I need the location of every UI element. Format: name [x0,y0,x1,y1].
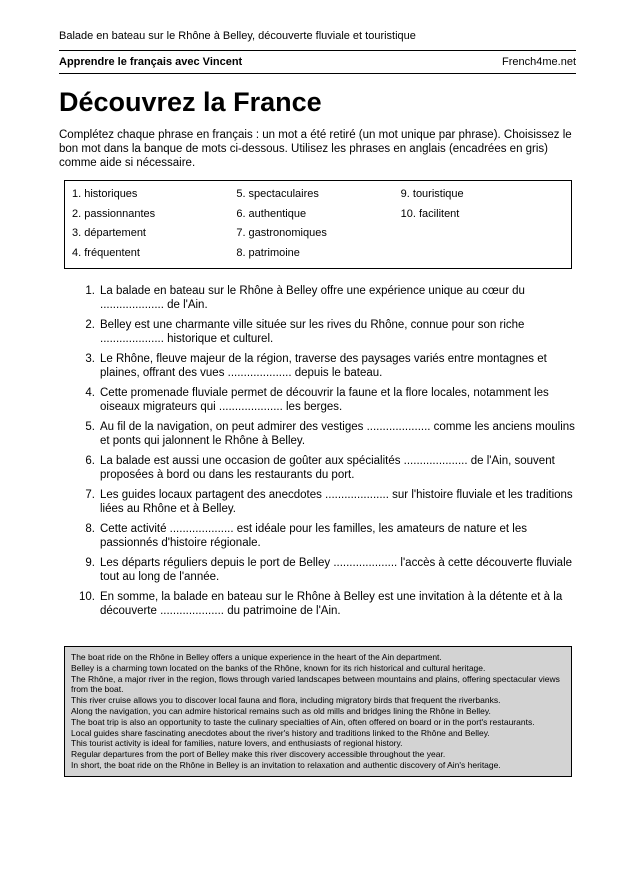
brand-bar [59,51,576,73]
english-help-box [64,646,572,777]
word-bank-column-2 [236,188,400,266]
exercise-item-number: 2. [85,319,95,331]
exercise-item-number: 10. [79,591,95,603]
exercise-item [59,420,576,448]
exercise-item [59,454,576,482]
exercise-item [59,522,576,550]
exercise-item [59,284,576,312]
exercise-item-number: 9. [85,557,95,569]
word-bank-entry: 6. authentique [236,207,307,220]
english-help-line: Belley is a charming town located on the banks of the Rhône, known for its rich historical and cultural heritage. [71,662,486,673]
exercise-item-text: Les guides locaux partagent des anecdotes .................... sur l'histoire fluviale et les traditions liées au Rhône et à Belley. [100,489,573,515]
exercise-list [59,284,576,618]
divider-brand [59,73,576,74]
english-help-line: The Rhône, a major river in the region, flows through varied landscapes between mountains and plains, offering spectacular views from the boat. [71,673,560,695]
exercise-item [59,556,576,584]
word-bank-entry: 7. gastronomiques [236,227,327,239]
english-help-line: In short, the boat ride on the Rhône in Belley is an invitation to relaxation and authentic discovery of Ain's heritage. [71,759,501,770]
exercise-item-number: 8. [85,523,95,535]
exercise-item [59,318,576,346]
word-bank-entry: 3. département [72,227,146,239]
exercise-item-text: Le Rhône, fleuve majeur de la région, traverse des paysages variés entre montagnes et plaines, offrant des vues .................... depuis le bateau. [100,353,547,379]
word-bank-box [64,180,572,269]
exercise-item-text: Cette activité .................... est idéale pour les familles, les amateurs de nature et les passionnés d'histoire régionale. [100,523,527,549]
exercise-item-text: La balade en bateau sur le Rhône à Belley offre une expérience unique au cœur du .................... de l'Ain. [100,285,525,311]
exercise-item [59,386,576,414]
exercise-item [59,352,576,380]
exercise-item-number: 5. [85,421,95,433]
word-bank-entry: 9. touristique [400,188,464,200]
exercise-item [59,488,576,516]
word-bank-entry: 8. patrimoine [236,246,300,259]
exercise-item-number: 4. [85,387,95,399]
exercise-item [59,590,576,618]
english-help-line: Regular departures from the port of Belley make this river discovery accessible throughout the year. [71,749,446,760]
english-help-line: Local guides share fascinating anecdotes about the river's history and traditions linked to the Rhône and Belley. [71,727,490,738]
english-help-line: The boat trip is also an opportunity to taste the culinary specialties of Ain, often offered on board or in the port's restaurants. [71,716,535,727]
english-help-line: The boat ride on the Rhône in Belley offers a unique experience in the heart of the Ain department. [71,652,442,662]
exercise-item-text: Belley est une charmante ville située sur les rives du Rhône, connue pour son riche .................... historique et culturel. [100,319,525,345]
exercise-item-text: Les départs réguliers depuis le port de Belley .................... l'accès à cette découverte fluviale tout au long de l'année. [100,557,573,583]
word-bank-entry: 1. historiques [72,188,138,200]
word-bank-entry: 2. passionnantes [72,207,156,220]
brand-name: Apprendre le français avec Vincent [59,56,243,68]
word-bank-column-3 [401,188,565,266]
word-bank-entry: 4. fréquentent [72,246,140,259]
word-bank-entry: 5. spectaculaires [236,188,319,200]
english-help-line: Along the navigation, you can admire historical remains such as old mills and bridges lining the Rhône in Belley. [71,705,491,716]
exercise-item-number: 6. [85,455,95,467]
page-title: Découvrez la France [59,87,322,117]
exercise-item-number: 7. [85,489,95,501]
exercise-item-text: Cette promenade fluviale permet de découvrir la faune et la flore locales, notamment les oiseaux migrateurs qui .................... les berges. [100,387,549,413]
english-help-line: This tourist activity is ideal for families, nature lovers, and enthusiasts of regional history. [71,738,403,749]
word-bank-entry: 10. facilitent [400,207,460,220]
exercise-item-text: Au fil de la navigation, on peut admirer des vestiges .................... comme les anciens moulins et ponts qui jalonnent le Rhône à Belley. [100,421,575,447]
instructions-text: Complétez chaque phrase en français : un mot a été retiré (un mot unique par phrase). Choisissez le bon mot dans la banque de mots ci-dessous. Utilisez les phrases en anglais (encadrées en gris) comme aide si nécessaire. [59,129,572,169]
brand-website: French4me.net [502,56,576,68]
exercise-item-text: La balade est aussi une occasion de goûter aux spécialités .................... de l'Ain, souvent proposées à bord ou dans les restaurants du port. [100,455,555,481]
exercise-item-number: 3. [85,353,95,365]
english-help-line: This river cruise allows you to discover local fauna and flora, including migratory birds that frequent the riverbanks. [71,695,501,706]
exercise-item-text: En somme, la balade en bateau sur le Rhône à Belley est une invitation à la détente et à la découverte .................... du patrimoine de l'Ain. [100,591,563,617]
word-bank-column-1 [72,188,236,266]
exercise-item-number: 1. [85,285,95,297]
document-topic-header: Balade en bateau sur le Rhône à Belley, découverte fluviale et touristique [59,30,416,42]
